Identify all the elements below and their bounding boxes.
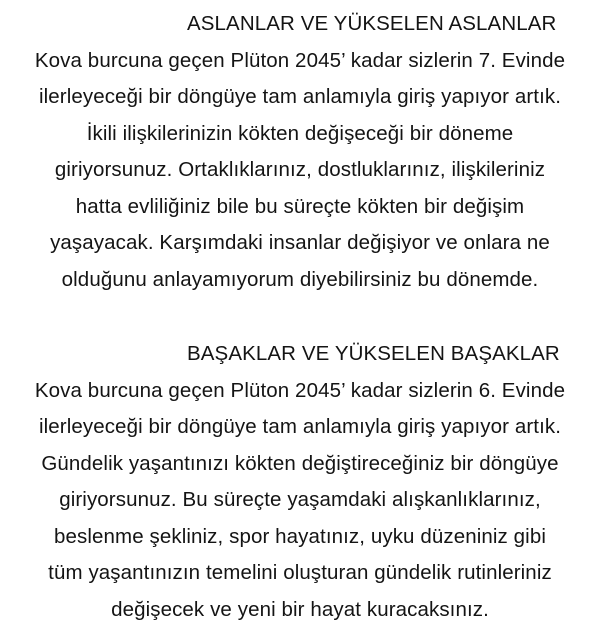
- section-heading: BAŞAKLAR VE YÜKSELEN BAŞAKLAR: [187, 342, 560, 365]
- paragraph-line: Gündelik yaşantınızı kökten değiştireceğiniz bir döngüye: [41, 451, 559, 475]
- paragraph-line: değişecek ve yeni bir hayat kuracaksınız.: [111, 597, 489, 621]
- paragraph-line: giriyorsunuz. Bu süreçte yaşamdaki alışkanlıklarınız,: [59, 488, 541, 511]
- paragraph-line: tüm yaşantınızın temelini oluşturan gündelik rutinleriniz: [48, 561, 552, 584]
- paragraph-line: Kova burcuna geçen Plüton 2045’ kadar sizlerin 7. Evinde: [34, 48, 566, 72]
- paragraph-line: İkili ilişkilerinizin kökten değişeceği bir döneme: [86, 121, 514, 145]
- section-aslanlar: [0, 6, 600, 298]
- paragraph-line: yaşayacak. Karşımdaki insanlar değişiyor ve onlara ne: [50, 231, 550, 254]
- paragraph-line: hatta evliliğiniz bile bu süreçte kökten bir değişim: [75, 194, 525, 218]
- paragraph-line: beslenme şekliniz, spor hayatınız, uyku düzeniniz gibi: [54, 524, 546, 548]
- section-basaklar: [0, 336, 600, 628]
- paragraph-line: olduğunu anlayamıyorum diyebilirsiniz bu dönemde.: [61, 267, 539, 291]
- paragraph-line: ilerleyeceği bir döngüye tam anlamıyla giriş yapıyor artık.: [38, 85, 562, 108]
- paragraph-line: ilerleyeceği bir döngüye tam anlamıyla giriş yapıyor artık.: [38, 415, 562, 438]
- paragraph-line: giriyorsunuz. Ortaklıklarınız, dostluklarınız, ilişkileriniz: [54, 158, 546, 181]
- section-heading: ASLANLAR VE YÜKSELEN ASLANLAR: [187, 12, 557, 35]
- paragraph-line: Kova burcuna geçen Plüton 2045’ kadar sizlerin 6. Evinde: [34, 378, 566, 402]
